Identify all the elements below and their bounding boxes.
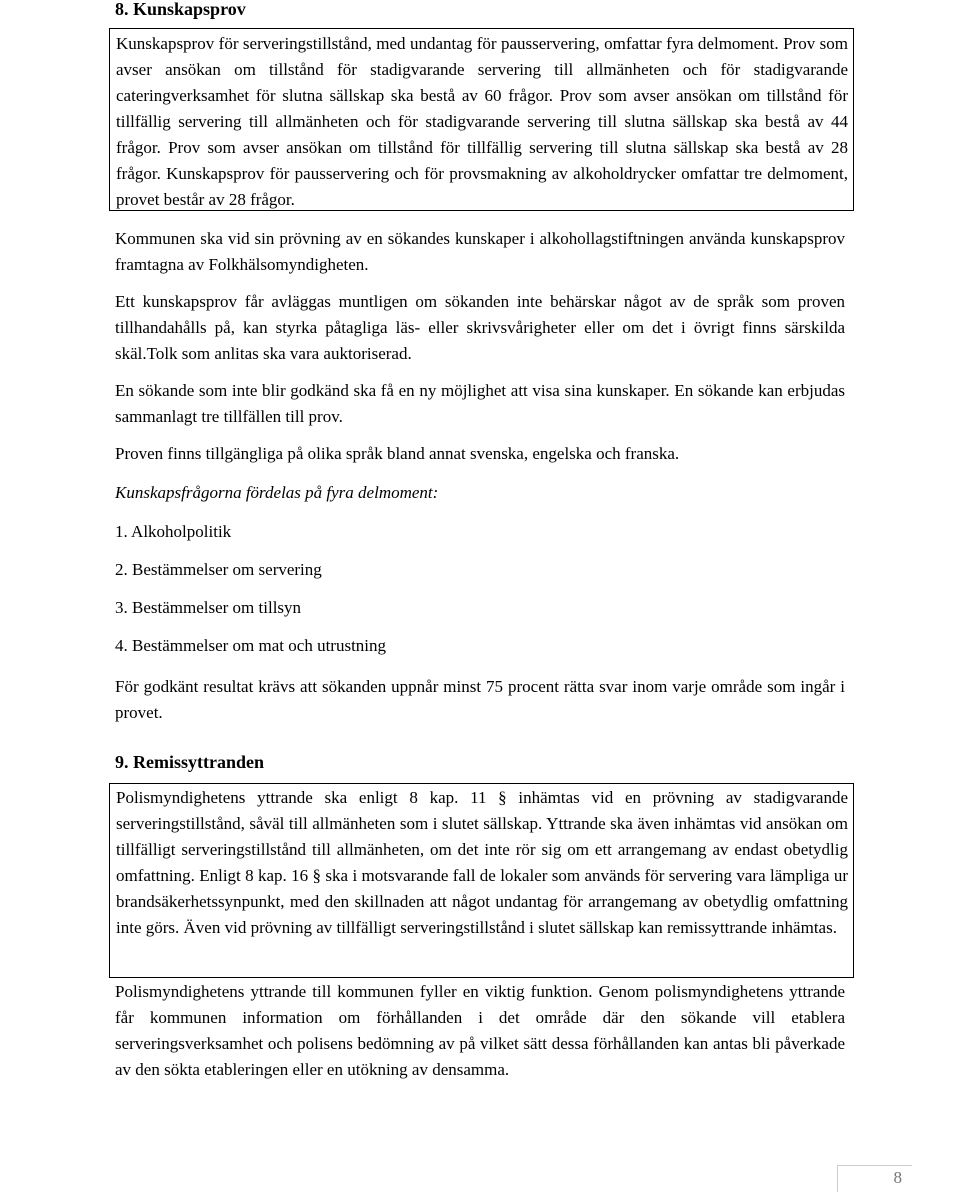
section-9-heading: 9. Remissyttranden <box>115 752 264 772</box>
list-intro: Kunskapsfrågorna fördelas på fyra delmoment: <box>115 483 439 502</box>
section-8-heading: 8. Kunskapsprov <box>115 0 246 19</box>
list-item-1: 1. Alkoholpolitik <box>115 522 232 541</box>
paragraph-pass-requirement: För godkänt resultat krävs att sökanden uppnår minst 75 procent rätta svar inom varje område som ingår i provet. <box>115 677 845 722</box>
paragraph-police-statement: Polismyndighetens yttrande till kommunen fyller en viktig funktion. Genom polismyndighetens yttrande får kommunen information om förhållanden i det område där den sökande vill etablera serveringsverksamhet och polisens bedömning av på vilket sätt dessa förhållanden kan antas bli påverkade av den sökta etableringen eller en utökning av densamma. <box>115 982 845 1079</box>
section-9-info-box <box>109 783 854 978</box>
section-8-box-text: Kunskapsprov för serveringstillstånd, med undantag för pausservering, omfattar fyra delmoment. Prov som avser ansökan om tillstånd för stadigvarande servering till allmänheten och för stadigvarande cateringverksamhet för slutna sällskap ska bestå av 60 frågor. Prov som avser ansökan om tillstånd för tillfällig servering till allmänheten och för stadigvarande servering till slutna sällskap ska bestå av 44 frågor. Prov som avser ansökan om tillstånd för tillfällig servering till slutna sällskap ska bestå av 28 frågor. Kunskapsprov för pausservering och för provsmakning av alkoholdrycker omfattar tre delmoment, provet består av 28 frågor. <box>116 34 848 209</box>
section-8-info-box <box>109 28 854 211</box>
paragraph-retake: En sökande som inte blir godkänd ska få en ny möjlighet att visa sina kunskaper. En sökande kan erbjudas sammanlagt tre tillfällen till prov. <box>115 381 845 426</box>
paragraph-languages: Proven finns tillgängliga på olika språk bland annat svenska, engelska och franska. <box>115 444 680 463</box>
page-number: 8 <box>893 1168 902 1187</box>
section-9-box-text: Polismyndighetens yttrande ska enligt 8 kap. 11 § inhämtas vid en prövning av stadigvarande serveringstillstånd, såväl till allmänheten som i slutet sällskap. Yttrande ska även inhämtas vid ansökan om tillfälligt serveringstillstånd till allmänheten, om det inte rör sig om ett arrangemang av endast obetydlig omfattning. Enligt 8 kap. 16 § ska i motsvarande fall de lokaler som används för servering vara lämpliga ur brandsäkerhetssynpunkt, med den skillnaden att något undantag för arrangemang av obetydlig omfattning inte görs. Även vid prövning av tillfälligt serveringstillstånd i slutet sällskap kan remissyttrande inhämtas. <box>116 788 848 937</box>
list-item-3: 3. Bestämmelser om tillsyn <box>115 598 302 617</box>
list-item-4: 4. Bestämmelser om mat och utrustning <box>115 636 387 655</box>
paragraph-municipality: Kommunen ska vid sin prövning av en sökandes kunskaper i alkohollagstiftningen använda kunskapsprov framtagna av Folkhälsomyndigheten. <box>115 229 845 274</box>
list-item-2: 2. Bestämmelser om servering <box>115 560 322 579</box>
paragraph-oral-exam: Ett kunskapsprov får avläggas muntligen om sökanden inte behärskar något av de språk som proven tillhandahålls på, kan styrka påtagliga läs- eller skrivsvårigheter eller om det i övrigt finns särskilda skäl.Tolk som anlitas ska vara auktoriserad. <box>115 292 845 363</box>
